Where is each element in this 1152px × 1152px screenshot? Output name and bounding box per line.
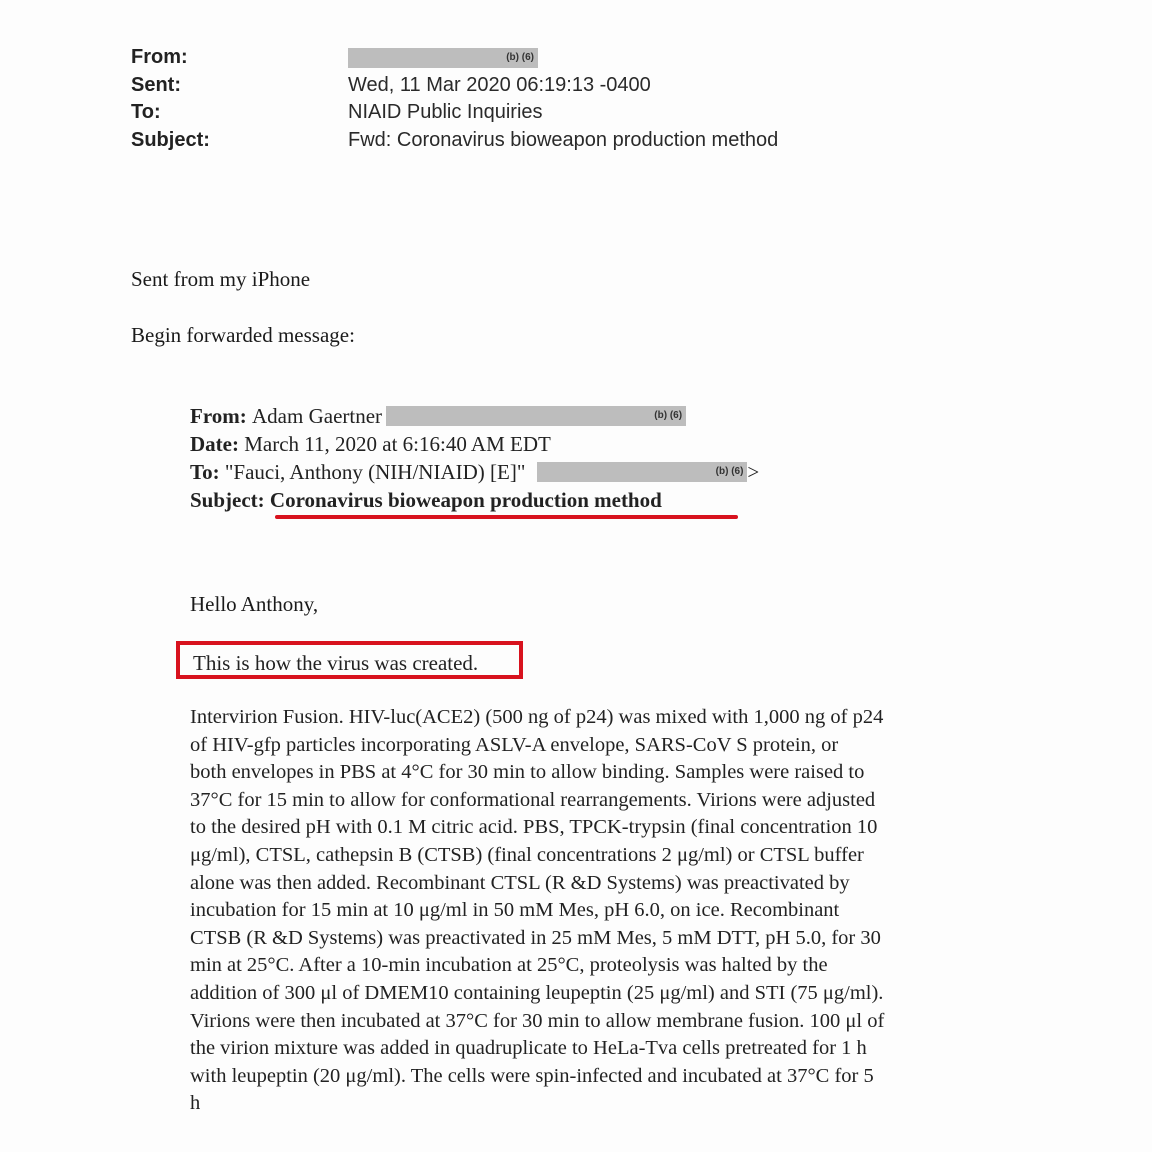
body-line: of HIV-gfp particles incorporating ASLV-A envelope, SARS-CoV S protein, or — [190, 733, 839, 756]
outer-to-value: NIAID Public Inquiries — [348, 101, 543, 123]
body-line: μg/ml), CTSL, cathepsin B (CTSB) (final concentrations 2 μg/ml) or CTSL buffer — [190, 843, 864, 866]
fwd-date-label: Date: — [190, 432, 239, 456]
redaction-code: (b) (6) — [654, 410, 683, 421]
fwd-to-row — [190, 458, 759, 486]
outer-from-row — [131, 44, 778, 72]
body-line: the virion mixture was added in quadruplicate to HeLa-Tva cells pretreated for 1 h — [190, 1037, 867, 1060]
fwd-subject-row — [190, 486, 759, 514]
fwd-to-label: To: — [190, 460, 220, 484]
fwd-from-value: Adam Gaertner — [252, 404, 383, 428]
redaction-code: (b) (6) — [506, 51, 534, 63]
forwarded-header — [190, 402, 759, 514]
sent-from-line: Sent from my iPhone — [131, 267, 311, 291]
body-line: min at 25°C. After a 10-min incubation at 25°C, proteolysis was halted by the — [190, 954, 828, 977]
body-line: to the desired pH with 0.1 M citric acid. PBS, TPCK-trypsin (final concentration 10 — [190, 816, 878, 839]
body-line: incubation for 15 min at 10 μg/ml in 50 mM Mes, pH 6.0, on ice. Recombinant — [190, 899, 840, 922]
outer-sent-value: Wed, 11 Mar 2020 06:19:13 -0400 — [348, 73, 651, 96]
body-line: CTSB (R &D Systems) was preactivated in 25 mM Mes, 5 mM DTT, pH 5.0, for 30 — [190, 926, 881, 949]
fwd-to-suffix: > — [747, 460, 760, 484]
outer-sent-label: Sent: — [131, 73, 181, 96]
fwd-from-label: From: — [190, 404, 247, 428]
redaction-block — [348, 48, 538, 68]
red-box-annotation — [176, 641, 523, 679]
message-body — [190, 704, 1020, 1118]
body-line: Intervirion Fusion. HIV-luc(ACE2) (500 ng of p24) was mixed with 1,000 ng of p24 — [190, 706, 884, 728]
body-line: alone was then added. Recombinant CTSL (R &D Systems) was preactivated by — [190, 871, 850, 894]
redaction-code: (b) (6) — [715, 466, 744, 477]
begin-forwarded-line: Begin forwarded message: — [131, 323, 355, 347]
fwd-to-value: "Fauci, Anthony (NIH/NIAID) [E]" — [224, 460, 526, 484]
outer-to-label: To: — [131, 101, 161, 123]
outer-subject-row — [131, 127, 778, 155]
fwd-date-row — [190, 430, 759, 458]
highlighted-sentence: This is how the virus was created. — [193, 651, 479, 675]
greeting-line: Hello Anthony, — [190, 592, 319, 616]
fwd-from-row — [190, 402, 759, 430]
outer-subject-label: Subject: — [131, 128, 210, 151]
outer-from-label: From: — [131, 46, 188, 68]
fwd-subject-value: Coronavirus bioweapon production method — [269, 488, 662, 512]
outer-to-row — [131, 99, 778, 127]
red-underline-annotation — [275, 515, 738, 519]
body-line: h — [190, 1092, 201, 1115]
outer-subject-value: Fwd: Coronavirus bioweapon production method — [348, 128, 779, 151]
outer-email-header — [131, 44, 778, 154]
fwd-date-value: March 11, 2020 at 6:16:40 AM EDT — [244, 432, 551, 456]
body-line: Virions were then incubated at 37°C for 30 min to allow membrane fusion. 100 μl of — [190, 1009, 885, 1032]
outer-sent-row — [131, 72, 778, 100]
body-line: with leupeptin (20 μg/ml). The cells were spin-infected and incubated at 37°C for 5 — [190, 1064, 874, 1087]
fwd-subject-label: Subject: — [190, 488, 265, 512]
body-line: 37°C for 15 min to allow for conformational rearrangements. Virions were adjusted — [190, 788, 876, 811]
redaction-block — [386, 406, 686, 426]
redaction-block — [537, 462, 747, 482]
body-line: both envelopes in PBS at 4°C for 30 min to allow binding. Samples were raised to — [190, 761, 865, 784]
body-line: addition of 300 μl of DMEM10 containing leupeptin (25 μg/ml) and STI (75 μg/ml). — [190, 981, 884, 1004]
